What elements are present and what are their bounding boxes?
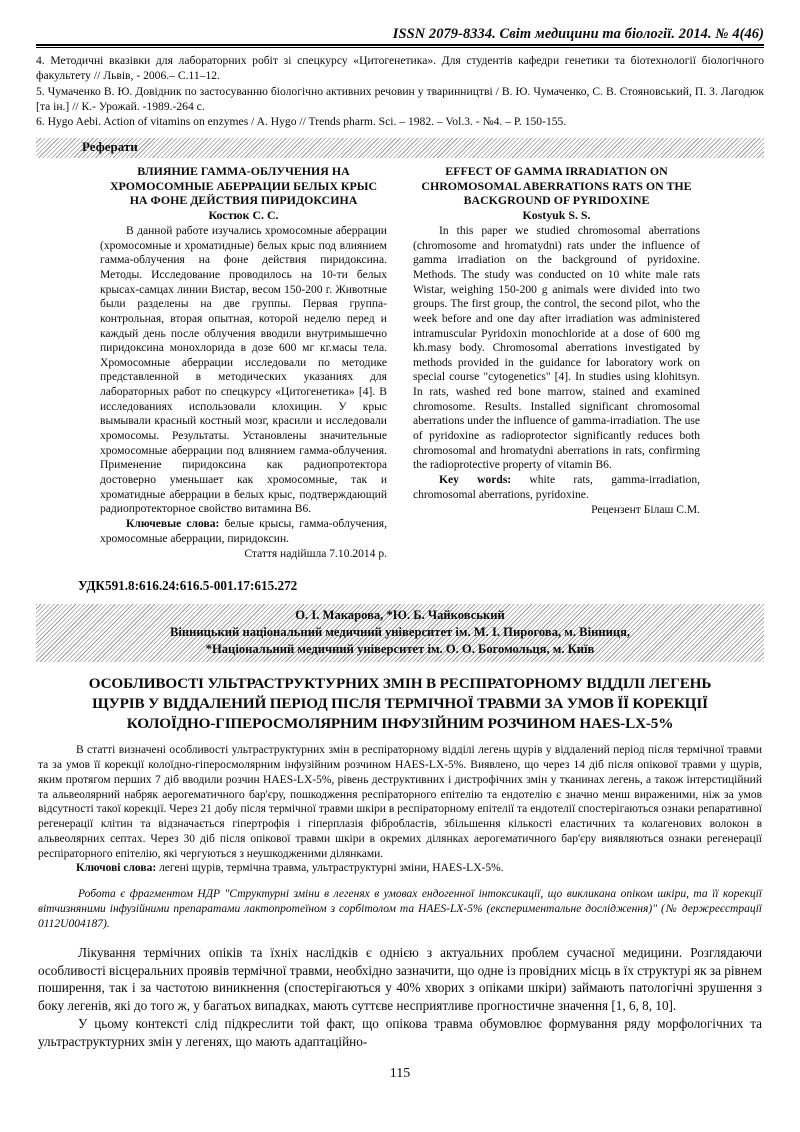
udc-code: УДК591.8:616.24:616.5-001.17:615.272: [78, 578, 298, 594]
abstract-title-en: EFFECT OF GAMMA IRRADIATION ON CHROMOSOMAL ABERRATIONS RATS ON THE BACKGROUND OF PYRIDOXINE: [421, 164, 692, 208]
abstract-author-en: Kostyuk S. S.: [522, 207, 591, 222]
header-divider-rule: [36, 44, 764, 49]
article-keywords-label-uk: Ключові слова:: [76, 862, 157, 875]
abstract-body-en: In this paper we studied chromosomal aberrations (chromosome and hromatydni) rats under the influence of gamma irradiation on the background of pyridoxine. Methods. The study was conducted on 10 white male rats Wistar, weighing 150-200 g animals were divided into two groups. The first group, the control, the second pilot, who the week before and one day after irradiation was administered intramuscular Pyridoxin monochloride at a dose of 600 mg kh.masy body. Chromosomal aberrations investigated by methods provided in the guidance for laboratory work on special course "cytogenetics" [4]. In studies using klohitsyn. In rats, washed red bone marrow, stained and examined chromosome. Results. Installed significant chromosomal aberrations under the influence of gamma-irradiation. The use of pyridoxine as radioprotector significantly reduces both chromosomal and hromatydni aberrations in rats, confirming the radioprotective property of vitamin B6.: [413, 225, 700, 472]
abstract-column-russian: [38, 164, 395, 562]
body-paragraph-1: Лікування термічних опіків та їхніх наслідків є однією з актуальних проблем сучасної медицини. Розглядаючи особливості вісцеральних проявів термічної травми, необхідно зазначити, що одне із провідних місць в їх структурі як за рівнем поширення, так і за частотою виникнення (спостерігаються у 40% хворих з опіками шкіри) займають патологічні зрушення з боку легенів, які до того ж, у багатьох випадках, мають суттєве несприятливе прогностичне значення [1, 6, 8, 10].: [38, 944, 762, 1013]
abstract-keywords-label-ru: Ключевые слова:: [126, 517, 220, 530]
bilingual-abstract-block: [36, 164, 764, 562]
abstract-column-english: [405, 164, 762, 562]
abstract-footer-ru: Стаття надійшла 7.10.2014 р.: [244, 548, 387, 561]
abstract-body-ru: В данной работе изучались хромосомные аберрации (хромосомные и хроматидные) белых крыс под влиянием гамма-облучения на фоне действия пиридоксина. Методы. Исследование проводилось на 10-ти белых крысах-самцах линии Вистар, весом 150-200 г. Животные были разделены на две группы. Первая группа-контрольная, вторая опытная, которой неделю перед и каждый день после облучения вводили внутримышечно пиридоксина монохлорида в дозе 600 мг кг.масы тела. Хромосомные аберрации исследовали по методике представленной в методических указаниях для лабораторных работ по спецкурсу «Цитогенетика» [4]. В исследованиях использовали клохицин. У крыс вымывали красный костный мозг, красили и исследовали хромосомы. Результаты. Установлены значительные хромосомные аберрации под влиянием гамма-облучения. Применение пиридоксина как радиопротектора достоверно уменьшает как хромосомные, так и хроматидные аберрации в белых крыс, подтверждающий радиопротекторное свойство витамина В6.: [100, 225, 387, 516]
article-title-line-3: КОЛОЇДНО-ГІПЕРОСМОЛЯРНИМ ІНФУЗІЙНИМ РОЗЧИНОМ HAES-LX-5%: [126, 714, 674, 732]
article-keywords-uk: [38, 861, 762, 876]
funding-note: Робота є фрагментом НДР "Структурні зміни в легенях в умовах ендогенної інтоксикації, що викликана опіком шкіри, та її корекції вітчизняними інфузійними препаратами лактопротеїном з сорбітолом та HAES-LX-5% (експериментальне дослідження)" (№ держреєстрації 0112U004187).: [38, 888, 762, 931]
reference-item-6: 6. Hygo Aebi. Action of vitamins on enzymes / A. Hygo // Trends pharm. Sci. – 1982. – Vol.3. - №4. – Р. 150-155.: [36, 115, 567, 128]
authors-affiliation-banner: [36, 604, 764, 662]
abstract-keywords-text-ru: белые крысы, гамма-облучения, хромосомные аберрации, пиридоксин.: [100, 517, 387, 545]
page-content: [36, 26, 764, 1083]
article-title: [42, 674, 758, 733]
reference-list: [36, 53, 764, 129]
article-title-line-1: ОСОБЛИВОСТІ УЛЬТРАСТРУКТУРНИХ ЗМІН В РЕСПІРАТОРНОМУ ВІДДІЛІ ЛЕГЕНЬ: [88, 675, 712, 693]
article-keywords-text-uk: легені щурів, термічна травма, ультраструктурні зміни, HAES-LX-5%.: [156, 862, 504, 875]
abstract-keywords-ru: [100, 517, 387, 546]
article-affiliation-secondary: *Національний медичний університет ім. О. О. Богомольця, м. Київ: [205, 642, 595, 657]
article-affiliation-primary: Вінницький національний медичний університет ім. М. І. Пирогова, м. Вінниця,: [169, 625, 631, 640]
article-title-line-2: ЩУРІВ У ВІДДАЛЕНИЙ ПЕРІОД ПІСЛЯ ТЕРМІЧНОЇ ТРАВМИ ЗА УМОВ ЇЇ КОРЕКЦІЇ: [92, 694, 708, 712]
page-number: 115: [389, 1066, 411, 1082]
abstract-keywords-en: [413, 473, 700, 502]
body-paragraph-2: У цьому контексті слід підкреслити той факт, що опікова травма обумовлює формування ряду морфологічних та ультраструктурних змін у легенях, що мають адаптаційно-: [38, 1016, 762, 1049]
article-authors: О. І. Макарова, *Ю. Б. Чайковський: [295, 608, 505, 623]
reports-banner-label: Реферати: [82, 139, 138, 155]
running-head: ISSN 2079-8334. Світ медицини та біології. 2014. № 4(46): [392, 26, 764, 42]
abstract-author-ru: Костюк С. С.: [208, 207, 279, 222]
abstract-keywords-text-en: white rats, gamma-irradiation, chromosomal aberrations, pyridoxine.: [413, 473, 701, 501]
article-abstract-uk: В статті визначені особливості ультраструктурних змін в респіраторному відділі легень щурів у віддалений період після термічної травми та за умов її корекції колоїдно-гіперосмолярним інфузійним розчином HAES-LX-5%. Виявлено, що через 14 діб після опікової травми у щурів, яким протягом перших 7 діб вводили розчин HAES-LX-5%, рівень деструктивних і дистрофічних змін у тканинах легень, а також інтерстиційний та альвеолярний набряк аерогематичного бар'єру, пошкодження респіраторного епітелію та ендотелію є значно менш вираженими, ніж за умов відсутності такої корекції. Через 21 добу після термічної травми шкіри в респіраторному епітелії та ендотелії спостерігаються ознаки репаративної регенерації клітин та відзначається гіпертрофія і гіперплазія фібробластів, збільшення кількості еластичних та колагенових волокон в альвеолярних септах. Через 30 діб після опікової травми шкіри в окремих ділянках аерогематичного бар'єру виявляються ознаки регенерації респіраторного епітелію, які чергуються з неушкодженими ділянками.: [38, 744, 762, 860]
abstract-keywords-label-en: Key words:: [439, 473, 512, 486]
abstract-title-ru: ВЛИЯНИЕ ГАММА-ОБЛУЧЕНИЯ НА ХРОМОСОМНЫЕ АБЕРРАЦИИ БЕЛЫХ КРЫС НА ФОНЕ ДЕЙСТВИЯ ПИРИДОКСИНА: [109, 164, 378, 208]
abstract-footer-en: Рецензент Білаш С.М.: [591, 504, 700, 517]
reference-item-5: 5. Чумаченко В. Ю. Довідник по застосуванню біологічно активних речовин у тваринництві / В. Ю. Чумаченко, С. В. Стояновський, П. З. Лагодюк [та ін.] // К.- Урожай. -1989.-264 с.: [36, 84, 764, 113]
reports-section-banner: [36, 138, 764, 158]
reference-item-4: 4. Методичні вказівки для лабораторних робіт зі спецкурсу «Цитогенетика». Для студентів кафедри генетики та біотехнології біологічного факультету // Львів, - 2006.– С.11–12.: [36, 54, 764, 83]
